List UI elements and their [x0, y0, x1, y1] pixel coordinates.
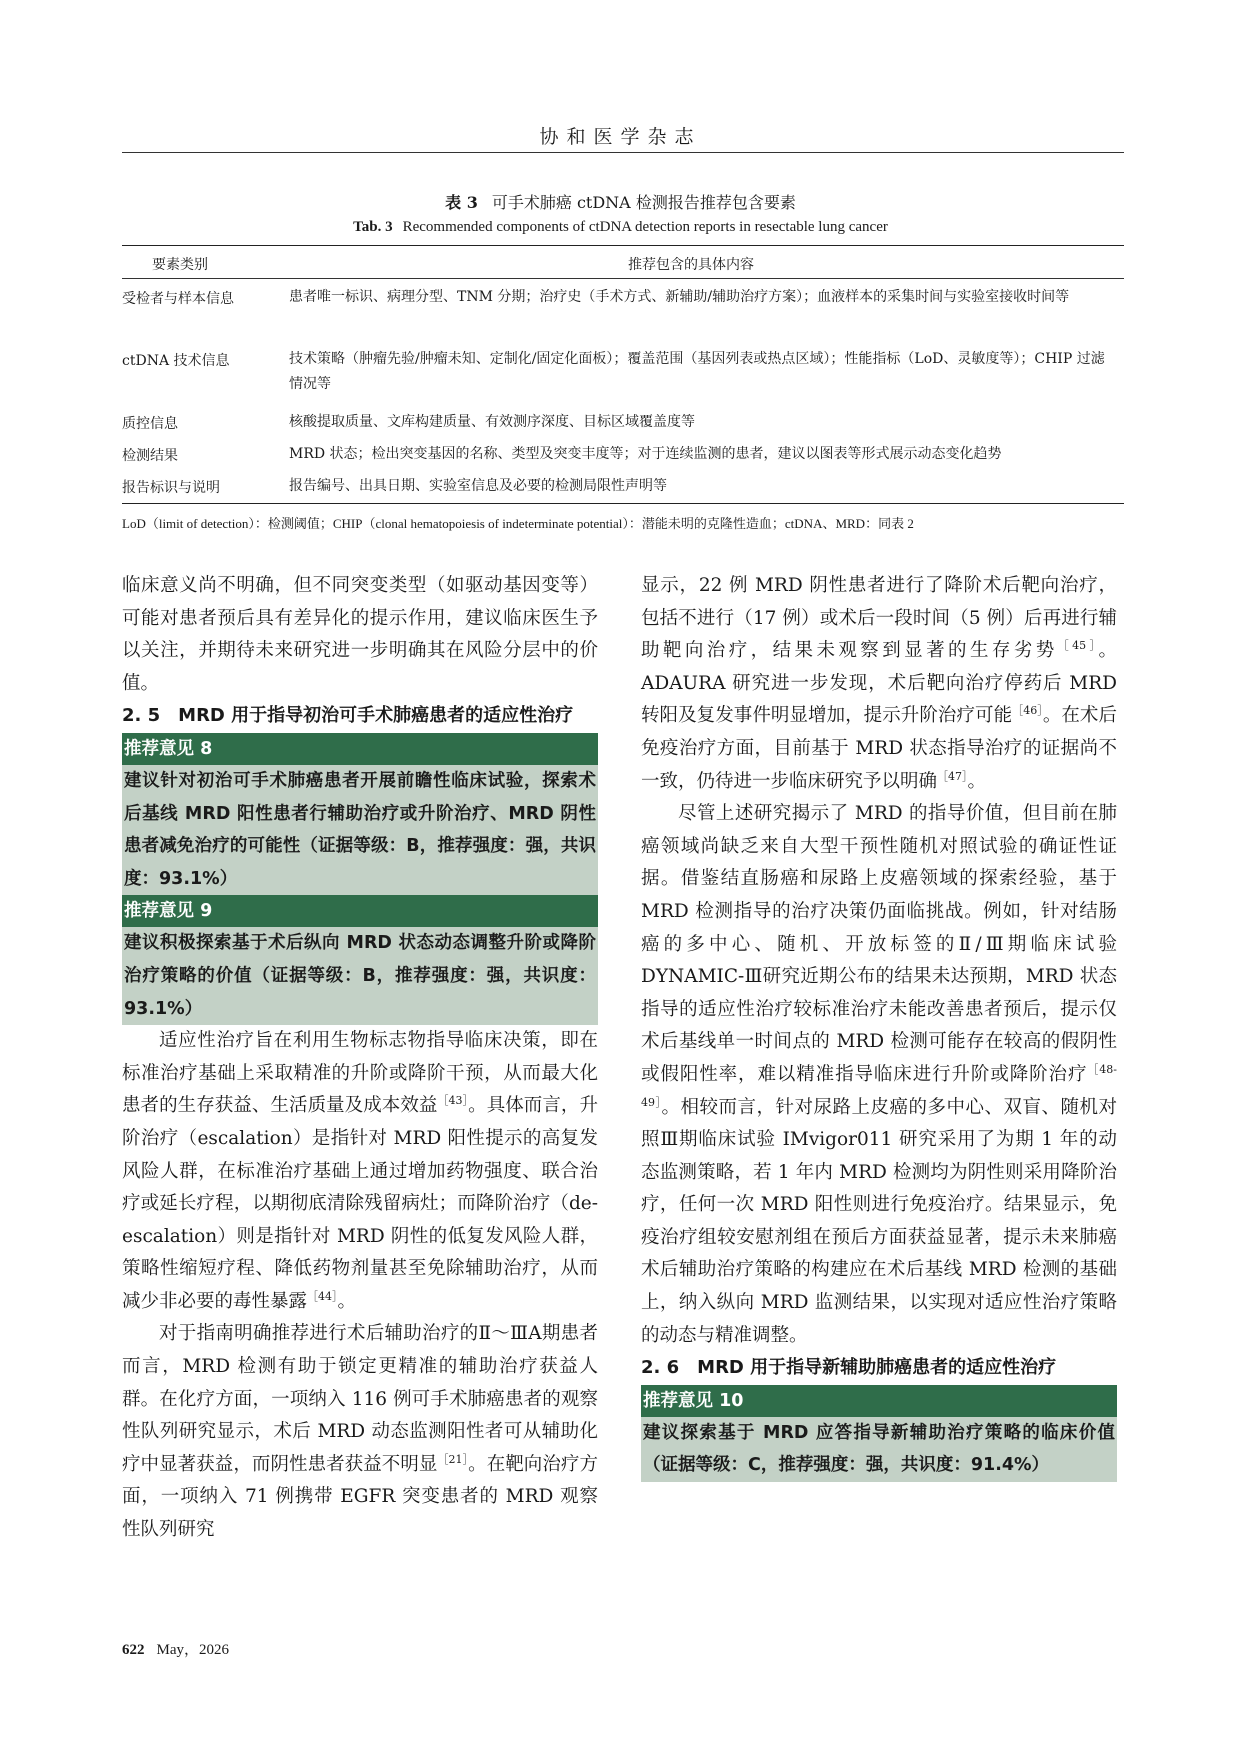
- table-top-rule: [122, 245, 1124, 246]
- recommendation-8-text: 建议针对初治可手术肺癌患者开展前瞻性临床试验，探索术后基线 MRD 阳性患者行辅助治疗或升阶治疗、MRD 阴性患者减免治疗的可能性（证据等级：B，推荐强度：强，共识度：93.1%）: [122, 765, 598, 895]
- citation-ref[interactable]: ［45］: [1057, 639, 1099, 653]
- table-title-cn: 可手术肺癌 ctDNA 检测报告推荐包含要素: [491, 193, 796, 212]
- table-row-category: 报告标识与说明: [122, 480, 220, 496]
- citation-ref[interactable]: ［48-49］: [641, 1062, 1117, 1109]
- text-run: 对于指南明确推荐进行术后辅助治疗的Ⅱ～ⅢA期患者而言，MRD 检测有助于锁定更精准的辅助治疗获益人群。在化疗方面，一项纳入 116 例可手术肺癌患者的观察性队列研究显示，术后 MRD 动态监测阳性者可从辅助化疗中显著获益，而阴性患者获益不明显: [122, 1323, 598, 1475]
- citation-ref[interactable]: ［21］: [437, 1452, 469, 1466]
- page-number: 622: [122, 1642, 145, 1658]
- table-row-detail: 技术策略（肿瘤先验/肿瘤未知、定制化/固定化面板）；覆盖范围（基因列表或热点区域）；性能指标（LoD、灵敏度等）；CHIP 过滤情况等: [289, 351, 1105, 392]
- table-title-en: Recommended components of ctDNA detection reports in resectable lung cancer: [402, 219, 888, 235]
- table-bottom-rule: [122, 503, 1124, 504]
- text-run: 。: [337, 1290, 357, 1312]
- table-row-category: ctDNA 技术信息: [122, 353, 230, 369]
- citation-ref[interactable]: ［44］: [307, 1289, 338, 1303]
- text-run: 尽管上述研究揭示了 MRD 的指导价值，但目前在肺癌领域尚缺乏来自大型干预性随机对照试验的确证性证据。借鉴结直肠癌和尿路上皮癌领域的探索经验，基于 MRD 检测指导的治疗决策仍面临挑战。例如，针对结肠癌的多中心、随机、开放标签的Ⅱ/Ⅲ期临床试验 DYNAMIC-Ⅲ研究近期公布的结果未达预期，MRD 状态指导的适应性治疗较标准治疗未能改善患者预后，提示仅术后基线单一时间点的 MRD 检测可能存在较高的假阴性或假阳性率，难以精准指导临床进行升阶或降阶治疗: [641, 803, 1117, 1085]
- table-caption-en: [0, 219, 1241, 236]
- recommendation-8-heading: 推荐意见 8: [122, 733, 598, 765]
- table-row-detail: 患者唯一标识、病理分型、TNM 分期；治疗史（手术方式、新辅助/辅助治疗方案）；血液样本的采集时间与实验室接收时间等: [289, 289, 1070, 305]
- table-footnote: LoD（limit of detection）：检测阈值；CHIP（clonal hematopoiesis of indeterminate potential）：潜能未明的克隆性造血；ctDNA、MRD：同表 2: [122, 516, 914, 531]
- text-run: 。在靶向治疗方面，一项纳入 71 例携带 EGFR 突变患者的 MRD 观察性队列研究: [122, 1453, 598, 1541]
- issue-date: May，2026: [156, 1642, 229, 1658]
- text-run: 。相较而言，针对尿路上皮癌的多中心、双盲、随机对照Ⅲ期临床试验 IMvigor011 研究采用了为期 1 年的动态监测策略，若 1 年内 MRD 检测均为阴性则采用降阶治疗，任何一次 MRD 阳性则进行免疫治疗。结果显示，免疫治疗组较安慰剂组在预后方面获益显著，提示未来肺癌术后辅助治疗策略的构建应在术后基线 MRD 检测的基础上，纳入纵向 MRD 监测结果，以实现对适应性治疗策略的动态与精准调整。: [641, 1096, 1117, 1346]
- table-row-detail: MRD 状态；检出突变基因的名称、类型及突变丰度等；对于连续监测的患者，建议以图表等形式展示动态变化趋势: [289, 446, 1002, 462]
- header-rule: [122, 152, 1124, 153]
- section-heading-2-5: 2. 5 MRD 用于指导初治可手术肺癌患者的适应性治疗: [122, 705, 574, 727]
- recommendation-10-text: 建议探索基于 MRD 应答指导新辅助治疗策略的临床价值（证据等级：C，推荐强度：强，共识度：91.4%）: [641, 1417, 1117, 1482]
- table-row-category: 质控信息: [122, 416, 178, 432]
- citation-ref[interactable]: ［46］: [1012, 704, 1043, 718]
- body-paragraph: [122, 1318, 598, 1546]
- text-run: 。在术后免疫治疗方面，目前基于 MRD 状态指导治疗的证据尚不一致，仍待进一步临床研究予以明确: [641, 705, 1117, 792]
- right-column: [641, 570, 1117, 1482]
- recommendation-9-heading: 推荐意见 9: [122, 895, 598, 927]
- text-run: 适应性治疗旨在利用生物标志物指导临床决策，即在标准治疗基础上采取精准的升阶或降阶干预，从而最大化患者的生存获益、生活质量及成本效益: [122, 1030, 598, 1117]
- citation-ref[interactable]: ［47］: [937, 769, 968, 783]
- table-label-cn: 表 3: [445, 193, 478, 212]
- table-header-detail: 推荐包含的具体内容: [628, 257, 754, 273]
- citation-ref[interactable]: ［43］: [437, 1094, 469, 1108]
- table-caption-cn: [0, 190, 1241, 213]
- table-label-en: Tab. 3: [353, 219, 393, 235]
- recommendation-10-heading: 推荐意见 10: [641, 1385, 1117, 1417]
- text-run: 。: [967, 770, 987, 792]
- journal-title: 协和医学杂志: [539, 126, 702, 148]
- body-paragraph: 临床意义尚不明确，但不同突变类型（如驱动基因变等）可能对患者预后具有差异化的提示作用，建议临床医生予以关注，并期待未来研究进一步明确其在风险分层中的价值。: [122, 575, 598, 694]
- table-row-detail: 核酸提取质量、文库构建质量、有效测序深度、目标区域覆盖度等: [289, 414, 695, 430]
- table-row-category: 受检者与样本信息: [122, 291, 234, 307]
- table-header-category: 要素类别: [152, 257, 208, 273]
- body-paragraph: [122, 1025, 598, 1318]
- section-heading-2-6: 2. 6 MRD 用于指导新辅助肺癌患者的适应性治疗: [641, 1357, 1057, 1379]
- table-row-category: 检测结果: [122, 448, 178, 464]
- left-column: [122, 570, 598, 1547]
- recommendation-9-text: 建议积极探索基于术后纵向 MRD 状态动态调整升阶或降阶治疗策略的价值（证据等级：B，推荐强度：强，共识度：93.1%）: [122, 927, 598, 1025]
- table-row-detail: 报告编号、出具日期、实验室信息及必要的检测局限性声明等: [289, 478, 667, 494]
- text-run: 显示，22 例 MRD 阴性患者进行了降阶术后靶向治疗，包括不进行（17 例）或术后一段时间（5 例）后再进行辅助靶向治疗，结果未观察到显著的生存劣势: [641, 575, 1117, 662]
- body-paragraph: [641, 798, 1117, 1352]
- text-run: 。具体而言，升阶治疗（escalation）是指针对 MRD 阳性提示的高复发风险人群，在标准治疗基础上通过增加药物强度、联合治疗或延长疗程，以期彻底清除残留病灶；而降阶治疗（de-escalation）则是指针对 MRD 阴性的低复发风险人群，策略性缩短疗程、降低药物剂量甚至免除辅助治疗，从而减少非必要的毒性暴露: [122, 1095, 598, 1312]
- table-header-rule: [122, 278, 1124, 279]
- page-footer: [122, 1638, 229, 1659]
- body-paragraph: [641, 570, 1117, 798]
- text-run: 。ADAURA 研究进一步发现，术后靶向治疗停药后 MRD 转阳及复发事件明显增加，提示升阶治疗可能: [641, 640, 1117, 727]
